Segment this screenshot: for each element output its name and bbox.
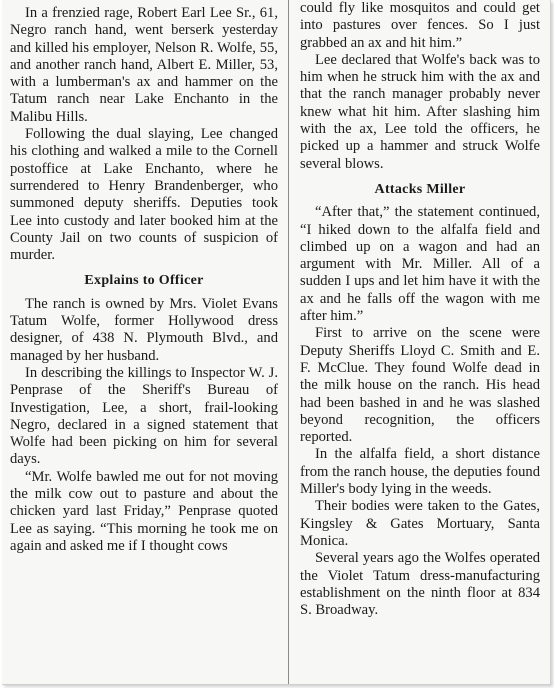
- article-paragraph: In a frenzied rage, Robert Earl Lee Sr., 61, Negro ranch hand, went berserk yesterday and killed his employer, Nelson R. Wolfe, 55, and another ranch hand, Albert E. Miller, 53, with a lumberman's ax and hammer on the Tatum ranch near Lake Enchanto in the Malibu Hills.: [10, 5, 278, 125]
- article-paragraph: “After that,” the statement continued, “I hiked down to the alfalfa field and climbed up on a wagon and had an argument with Mr. Miller. All of a sudden I ups and let him have it with the ax and he falls off the wagon with me after him.”: [300, 204, 540, 325]
- subheading-attacks-miller: Attacks Miller: [374, 181, 466, 197]
- article-paragraph: Their bodies were taken to the Gates, Kingsley & Gates Mortuary, Santa Monica.: [300, 498, 540, 549]
- newspaper-clipping: [2, 0, 551, 685]
- article-paragraph: In describing the killings to Inspector W. J. Penprase of the Sheriff's Bureau of Investigation, Lee, a short, frail-looking Negro, declared in a signed statement that Wolfe had been picking on him for several days.: [10, 364, 278, 468]
- subheading-explains-to-officer: Explains to Officer: [84, 273, 204, 289]
- column-divider: [288, 0, 289, 684]
- article-paragraph: Lee declared that Wolfe's back was to him when he struck him with the ax and that the ranch manager probably never knew what hit him. After slashing him with the ax, Lee told the officers, he picked up a hammer and struck Wolfe several blows.: [300, 51, 540, 172]
- right-column: [300, 0, 540, 619]
- article-paragraph: In the alfalfa field, a short distance from the ranch house, the deputies found Miller's body lying in the weeds.: [300, 446, 540, 498]
- article-paragraph: Several years ago the Wolfes operated the Violet Tatum dress-manufacturing establishment on the ninth floor at 834 S. Broadway.: [300, 550, 540, 619]
- article-paragraph: Following the dual slaying, Lee changed his clothing and walked a mile to the Cornell postoffice at Lake Enchanto, where he surrendered to Henry Brandenberger, who summoned deputy sheriffs. Deputies took Lee into custody and later booked him at the County Jail on two counts of suspicion of murder.: [10, 126, 278, 264]
- article-paragraph-continued: could fly like mosquitos and could get into pastures over fences. So I just grabbed an ax and hit him.”: [300, 0, 540, 51]
- article-paragraph: “Mr. Wolfe bawled me out for not moving the milk cow out to pasture and about the chicken yard last Friday,” Penprase quoted Lee as saying. “This morning he took me on again and asked me if I thought cows: [10, 468, 278, 554]
- left-column: [10, 0, 278, 555]
- article-paragraph: First to arrive on the scene were Deputy Sheriffs Lloyd C. Smith and E. F. McClue. They found Wolfe dead in the milk house on the ranch. His head had been bashed in and he was slashed beyond recognition, the officers reported.: [300, 325, 540, 446]
- article-paragraph: The ranch is owned by Mrs. Violet Evans Tatum Wolfe, former Hollywood dress designer, of 438 N. Plymouth Blvd., and managed by her husband.: [10, 295, 278, 364]
